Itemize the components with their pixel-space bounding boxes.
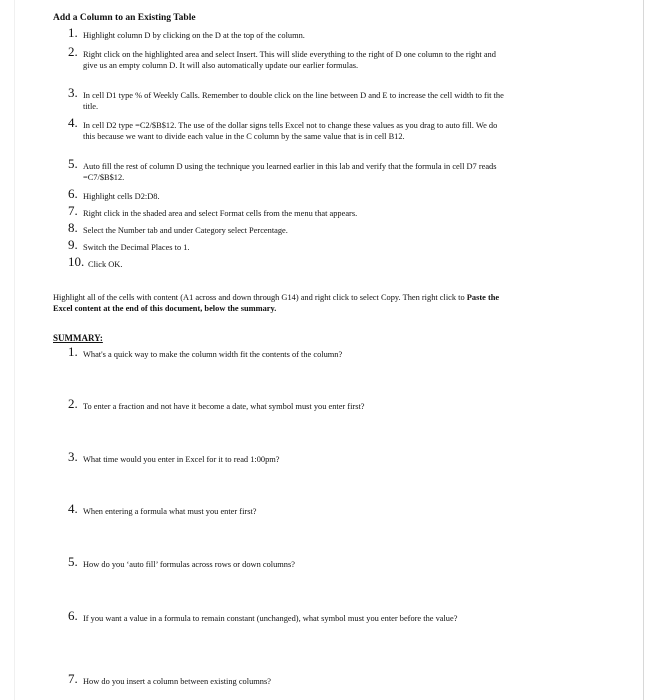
question-text: How do you ‘auto fill’ formulas across rows or down columns? <box>83 560 295 569</box>
step-text: Select the Number tab and under Category select Percentage. <box>83 226 288 235</box>
question-number: 4. <box>68 501 78 516</box>
step-text: In cell D2 type =C2/$B$12. The use of the dollar signs tells Excel not to change these values as you drag to auto fill. We do this because we want to divide each value in the C column by the same value that is in cell B12. <box>83 121 498 141</box>
step-number: 1. <box>68 25 78 40</box>
step-text: Click OK. <box>88 260 123 269</box>
question-number: 3. <box>68 449 78 464</box>
step-number: 4. <box>68 115 78 130</box>
question-number: 6. <box>68 608 78 623</box>
instruction-bold-text: Paste the Excel content at the end of this document, below the summary. <box>53 293 500 313</box>
question-number: 2. <box>68 396 78 411</box>
step-text: Highlight cells D2:D8. <box>83 192 160 201</box>
section-title: Add a Column to an Existing Table <box>53 13 196 23</box>
step-number: 10. <box>68 254 85 269</box>
step-text: Right click in the shaded area and select Format cells from the menu that appears. <box>83 209 358 218</box>
step-number: 3. <box>68 85 78 100</box>
step-number: 6. <box>68 186 78 201</box>
step-number: 2. <box>68 44 78 59</box>
step-number: 7. <box>68 203 78 218</box>
step-number: 8. <box>68 220 78 235</box>
question-text: If you want a value in a formula to remain constant (unchanged), what symbol must you enter before the value? <box>83 614 458 623</box>
step-text: In cell D1 type % of Weekly Calls. Remember to double click on the line between D and E to increase the cell width to fit the title. <box>83 91 504 111</box>
instruction-paragraph <box>53 292 503 314</box>
step-text: Switch the Decimal Places to 1. <box>83 243 190 252</box>
question-text: How do you insert a column between existing columns? <box>83 677 271 686</box>
instruction-text: Highlight all of the cells with content (A1 across and down through G14) and right click to select Copy. Then right click to <box>53 293 467 302</box>
page-right-edge <box>643 0 644 700</box>
page-left-edge <box>14 0 15 700</box>
question-text: To enter a fraction and not have it become a date, what symbol must you enter first? <box>83 402 365 411</box>
question-text: What time would you enter in Excel for it to read 1:00pm? <box>83 455 280 464</box>
step-text: Right click on the highlighted area and select Insert. This will slide everything to the right of D one column to the right and give us an empty column D. It will also automatically update our earlier formulas. <box>83 50 496 70</box>
question-text: What's a quick way to make the column width fit the contents of the column? <box>83 350 343 359</box>
step-number: 9. <box>68 237 78 252</box>
question-number: 7. <box>68 671 78 686</box>
step-number: 5. <box>68 156 78 171</box>
summary-heading: SUMMARY: <box>53 333 103 343</box>
step-text: Auto fill the rest of column D using the technique you learned earlier in this lab and verify that the formula in cell D7 reads =C7/$B$12. <box>83 162 497 182</box>
step-text: Highlight column D by clicking on the D at the top of the column. <box>83 31 305 40</box>
question-text: When entering a formula what must you enter first? <box>83 507 257 516</box>
question-number: 1. <box>68 344 78 359</box>
question-number: 5. <box>68 554 78 569</box>
